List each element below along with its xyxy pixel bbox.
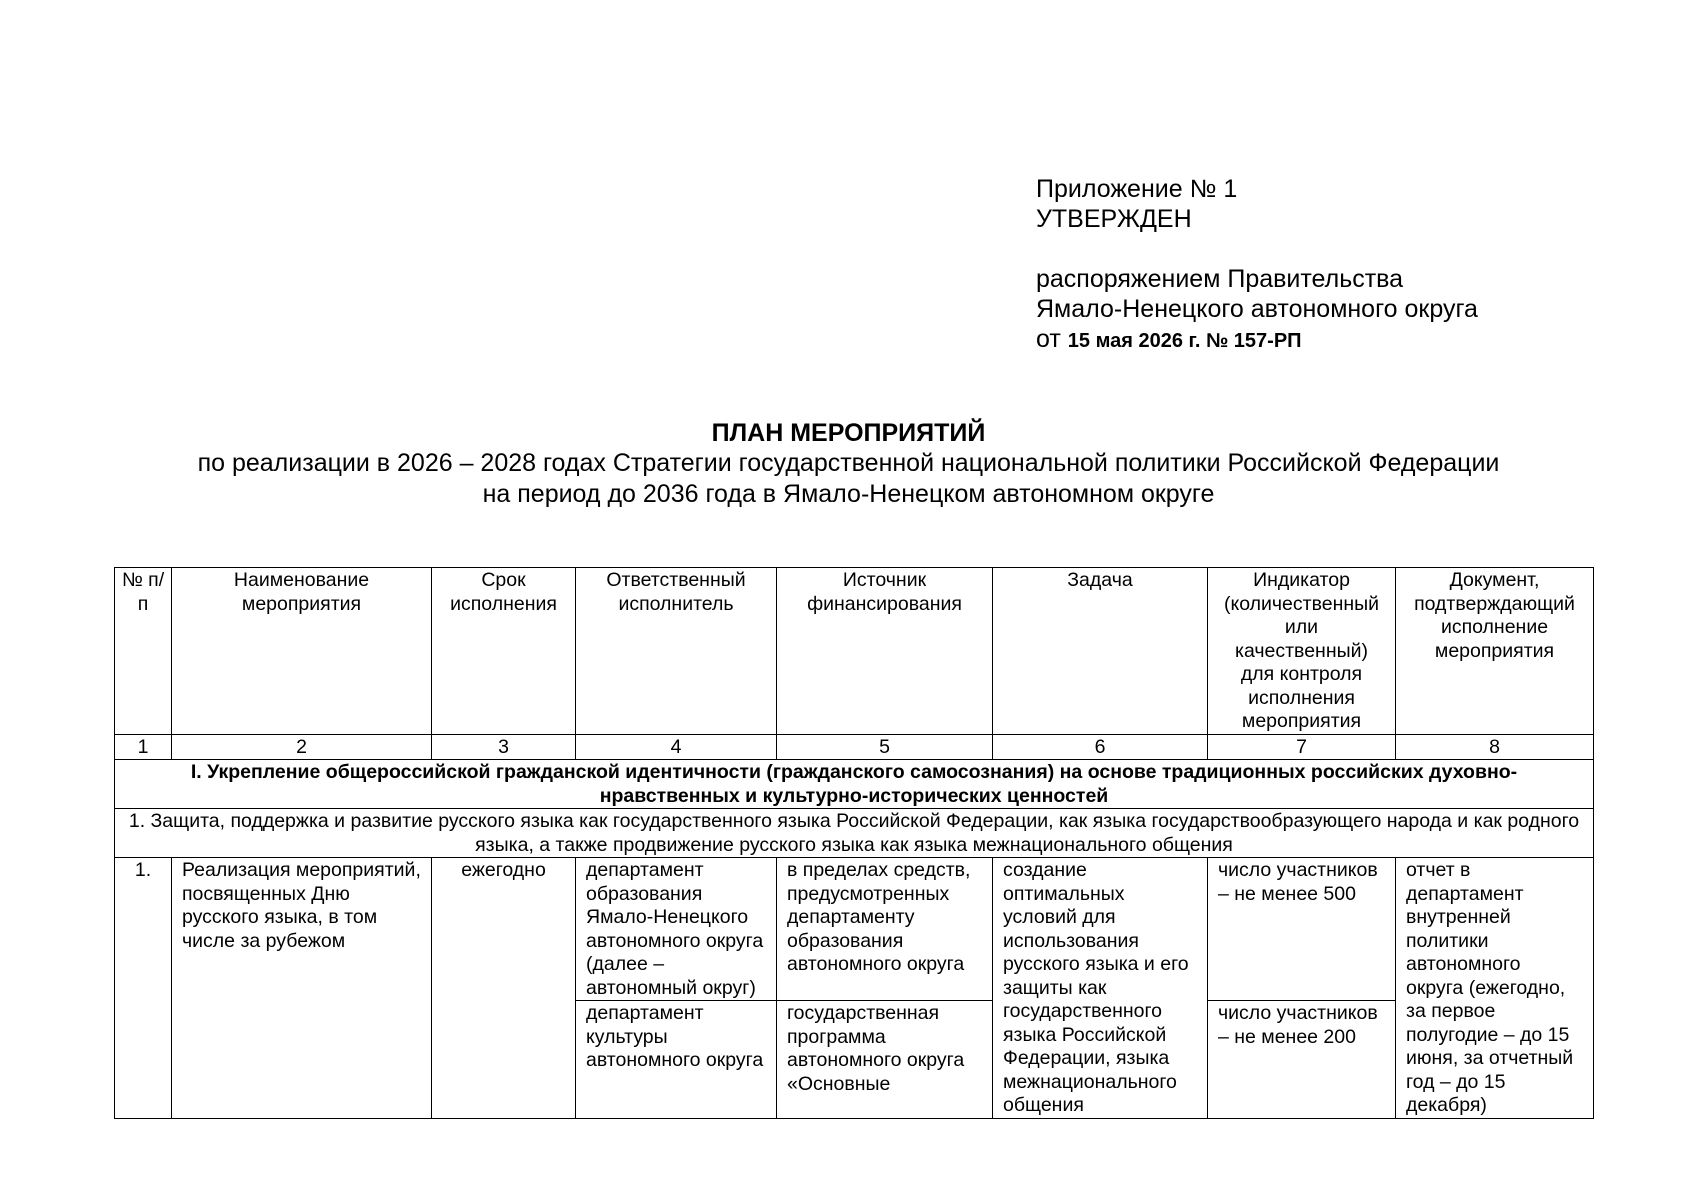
approval-block <box>1036 174 1478 356</box>
plan-title: ПЛАН МЕРОПРИЯТИЙ <box>711 419 986 447</box>
executor-cell: департамент образования Ямало-Ненецкого автономного округа (далее – автономный округ) <box>576 858 777 1001</box>
annex-label: Приложение № 1 <box>1036 175 1238 203</box>
column-number: 8 <box>1396 734 1594 760</box>
order-line-1: распоряжением Правительства <box>1036 265 1404 293</box>
section-title: I. Укрепление общероссийской гражданской идентичности (гражданского самосознания) на основе традиционных российских духовно-нравственных и культурно-исторических ценностей <box>115 760 1594 809</box>
subsection-title: 1. Защита, поддержка и развитие русского языка как государственного языка Российской Федерации, как языка государствообразующего народа и как родного языка, а также продвижение русского языка как языка межнационального общения <box>115 809 1594 858</box>
document-title <box>0 418 1697 510</box>
header-task: Задача <box>993 568 1208 735</box>
column-number: 5 <box>777 734 993 760</box>
header-funding: Источник финансирования <box>777 568 993 735</box>
row-number: 1. <box>115 858 172 1119</box>
header-document: Документ, подтверждающий исполнение мероприятия <box>1396 568 1594 735</box>
plan-subtitle-line-2: на период до 2036 года в Ямало-Ненецком автономном округе <box>482 480 1215 508</box>
approved-label: УТВЕРЖДЕН <box>1036 205 1192 233</box>
header-indicator: Индикатор (количественный или качественный) для контроля исполнения мероприятия <box>1208 568 1396 735</box>
funding-cell: государственная программа автономного округа «Основные <box>777 1001 993 1118</box>
task-cell: создание оптимальных условий для использования русского языка и его защиты как государственного языка Российской Федерации, языка межнационального общения <box>993 858 1208 1119</box>
document-cell: отчет в департамент внутренней политики автономного округа (ежегодно, за первое полугодие – до 15 июня, за отчетный год – до 15 декабря) <box>1396 858 1594 1119</box>
column-number: 2 <box>172 734 432 760</box>
order-line-2: Ямало-Ненецкого автономного округа <box>1036 295 1478 323</box>
column-number: 4 <box>576 734 777 760</box>
column-number: 3 <box>432 734 576 760</box>
order-date-number: 15 мая 2026 г. № 157-РП <box>1067 330 1302 352</box>
event-name-cell: Реализация мероприятий, посвященных Дню русского языка, в том числе за рубежом <box>172 858 432 1119</box>
subsection-row <box>115 809 1594 858</box>
header-executor: Ответственный исполнитель <box>576 568 777 735</box>
header-number: № п/п <box>115 568 172 735</box>
deadline-cell: ежегодно <box>432 858 576 1119</box>
header-deadline: Срок исполнения <box>432 568 576 735</box>
table-header-row <box>115 568 1594 735</box>
order-date-line <box>1036 324 1478 356</box>
indicator-cell: число участников – не менее 200 <box>1208 1001 1396 1118</box>
plan-table <box>114 567 1594 1119</box>
funding-cell: в пределах средств, предусмотренных департаменту образования автономного округа <box>777 858 993 1001</box>
indicator-cell: число участников – не менее 500 <box>1208 858 1396 1001</box>
column-number-row <box>115 734 1594 760</box>
executor-cell: департамент культуры автономного округа <box>576 1001 777 1118</box>
section-row <box>115 760 1594 809</box>
date-prefix: от <box>1036 325 1061 353</box>
column-number: 1 <box>115 734 172 760</box>
header-event-name: Наименование мероприятия <box>172 568 432 735</box>
column-number: 7 <box>1208 734 1396 760</box>
plan-subtitle-line-1: по реализации в 2026 – 2028 годах Стратегии государственной национальной политики Российской Федерации <box>197 449 1500 477</box>
column-number: 6 <box>993 734 1208 760</box>
table-row <box>115 858 1594 1001</box>
